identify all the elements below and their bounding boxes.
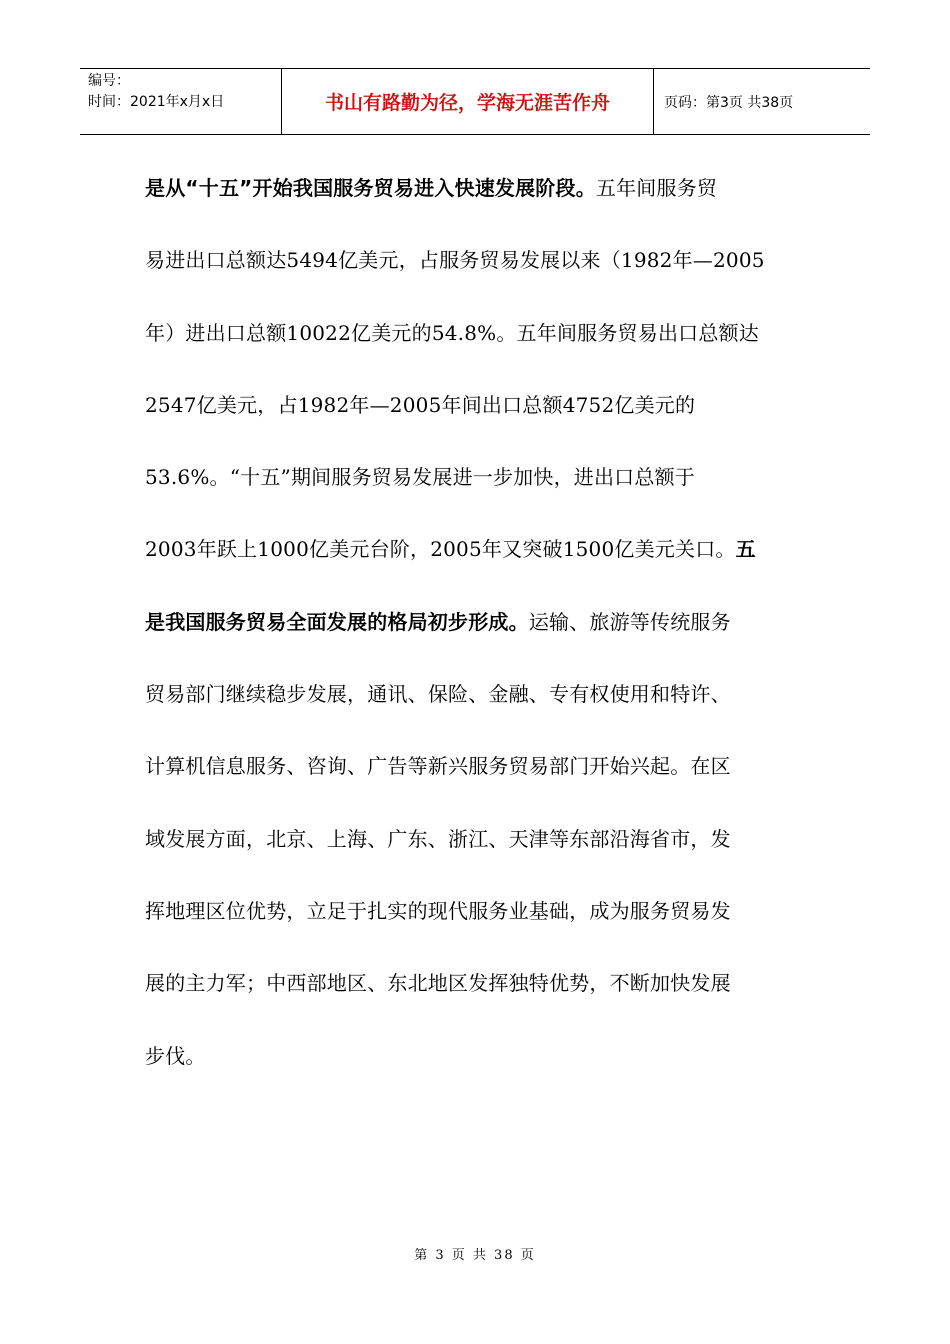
line-text: 2547亿美元，占1982年—2005年间出口总额4752亿美元的 xyxy=(145,392,696,417)
bold-phrase: 五 xyxy=(735,537,756,562)
body-line xyxy=(145,957,810,1029)
body-line xyxy=(145,451,810,523)
line-text: 贸易部门继续稳步发展，通讯、保险、金融、专有权使用和特许、 xyxy=(145,682,731,707)
body-line xyxy=(145,162,810,234)
body-line xyxy=(145,596,810,668)
body-line xyxy=(145,307,810,379)
bold-phrase: 是从“十五”开始我国服务贸易进入快速发展阶段。 xyxy=(145,176,596,200)
body-line xyxy=(145,523,810,595)
body-line xyxy=(145,885,810,957)
line-text: 五年间服务贸 xyxy=(595,176,718,200)
line-text: 年）进出口总额10022亿美元的54.8%。五年间服务贸易出口总额达 xyxy=(145,320,759,345)
line-text: 挥地理区位优势，立足于扎实的现代服务业基础，成为服务贸易发 xyxy=(145,898,731,923)
body-line xyxy=(145,1030,810,1102)
line-text: 展的主力军；中西部地区、东北地区发挥独特优势，不断加快发展 xyxy=(145,971,731,996)
body-line xyxy=(145,813,810,885)
line-text: 计算机信息服务、咨询、广告等新兴服务贸易部门开始兴起。在区 xyxy=(145,754,731,779)
line-text: 易进出口总额达5494亿美元，占服务贸易发展以来（1982年—2005 xyxy=(145,248,765,273)
document-number-label: 编号： xyxy=(88,73,130,89)
line-text: 域发展方面，北京、上海、广东、浙江、天津等东部沿海省市，发 xyxy=(145,826,731,851)
body-line xyxy=(145,379,810,451)
document-body xyxy=(145,162,810,1102)
bold-phrase: 是我国服务贸易全面发展的格局初步形成。 xyxy=(145,609,529,634)
line-text: 运输、旅游等传统服务 xyxy=(528,609,731,634)
document-header xyxy=(80,68,870,135)
header-meta xyxy=(80,69,281,134)
header-page-info: 页码：第3页 共38页 xyxy=(664,94,794,111)
page-footer: 第 3 页 共 38 页 xyxy=(414,1248,536,1263)
body-line xyxy=(145,234,810,306)
line-text: 2003年跃上1000亿美元台阶，2005年又突破1500亿美元关口。 xyxy=(145,537,736,562)
body-line xyxy=(145,668,810,740)
line-text: 53.6%。“十五”期间服务贸易发展进一步加快，进出口总额于 xyxy=(145,465,695,490)
document-time-label: 时间：2021年x月x日 xyxy=(88,94,225,110)
header-motto: 书山有路勤为径，学海无涯苦作舟 xyxy=(281,69,654,134)
body-line xyxy=(145,740,810,812)
line-text: 步伐。 xyxy=(145,1043,206,1068)
